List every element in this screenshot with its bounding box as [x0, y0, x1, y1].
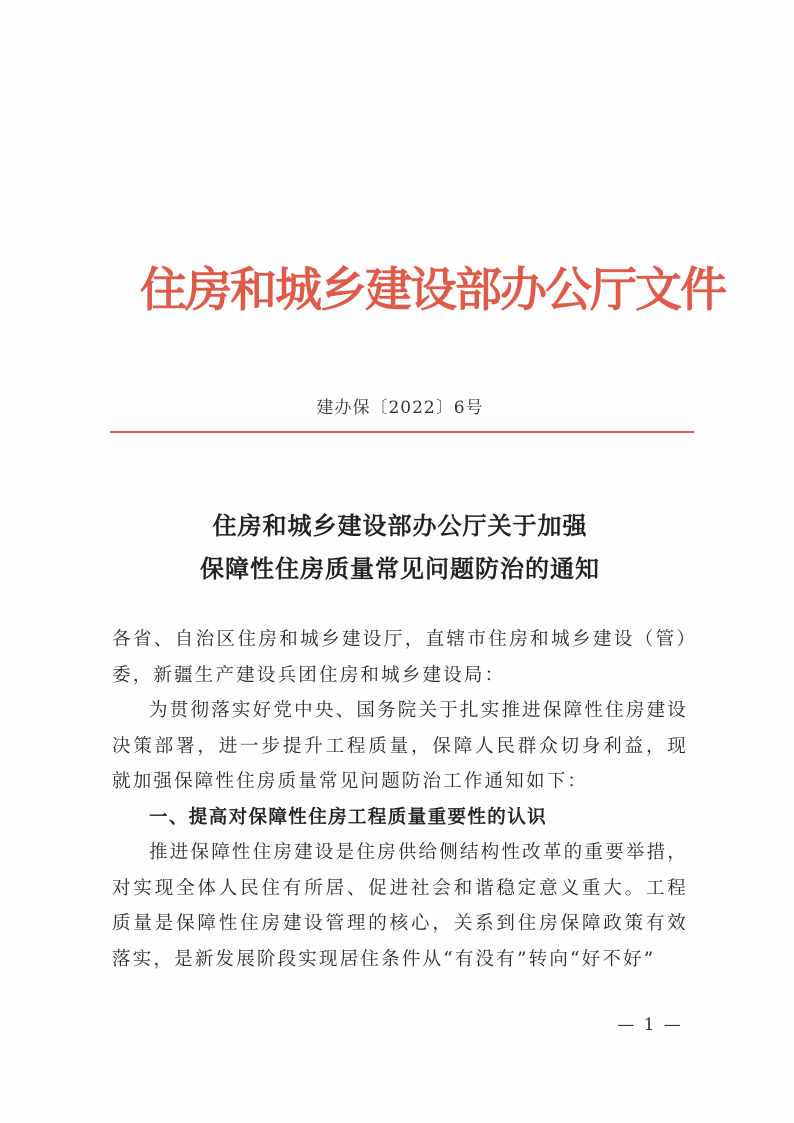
addressee-paragraph: 各省、自治区住房和城乡建设厅，直辖市住房和城乡建设（管）委，新疆生产建设兵团住房和城乡建设局：	[112, 629, 688, 686]
masthead-title: 住房和城乡建设部办公厅文件	[140, 263, 725, 318]
page-number: — 1 —	[617, 1015, 683, 1035]
document-body	[112, 622, 688, 977]
intro-paragraph: 为贯彻落实好党中央、国务院关于扎实推进保障性住房建设决策部署，进一步提升工程质量，保障人民群众切身利益，现就加强保障性住房质量常见问题防治工作通知如下：	[112, 700, 688, 792]
notice-title	[100, 505, 700, 591]
section-heading-1: 一、提高对保障性住房工程质量重要性的认识	[149, 806, 548, 828]
red-divider-line	[110, 431, 694, 433]
section-1-paragraph: 推进保障性住房建设是住房供给侧结构性改革的重要举措，对实现全体人民住有所居、促进社会和谐稳定意义重大。工程质量是保障性住房建设管理的核心，关系到住房保障政策有效落实，是新发展阶段实现居住条件从“有没有”转向“好不好”	[112, 842, 688, 970]
document-number: 建办保〔2022〕6号	[316, 398, 484, 418]
notice-title-line-2: 保障性住房质量常见问题防治的通知	[200, 555, 600, 583]
notice-title-line-1: 住房和城乡建设部办公厅关于加强	[212, 512, 588, 540]
